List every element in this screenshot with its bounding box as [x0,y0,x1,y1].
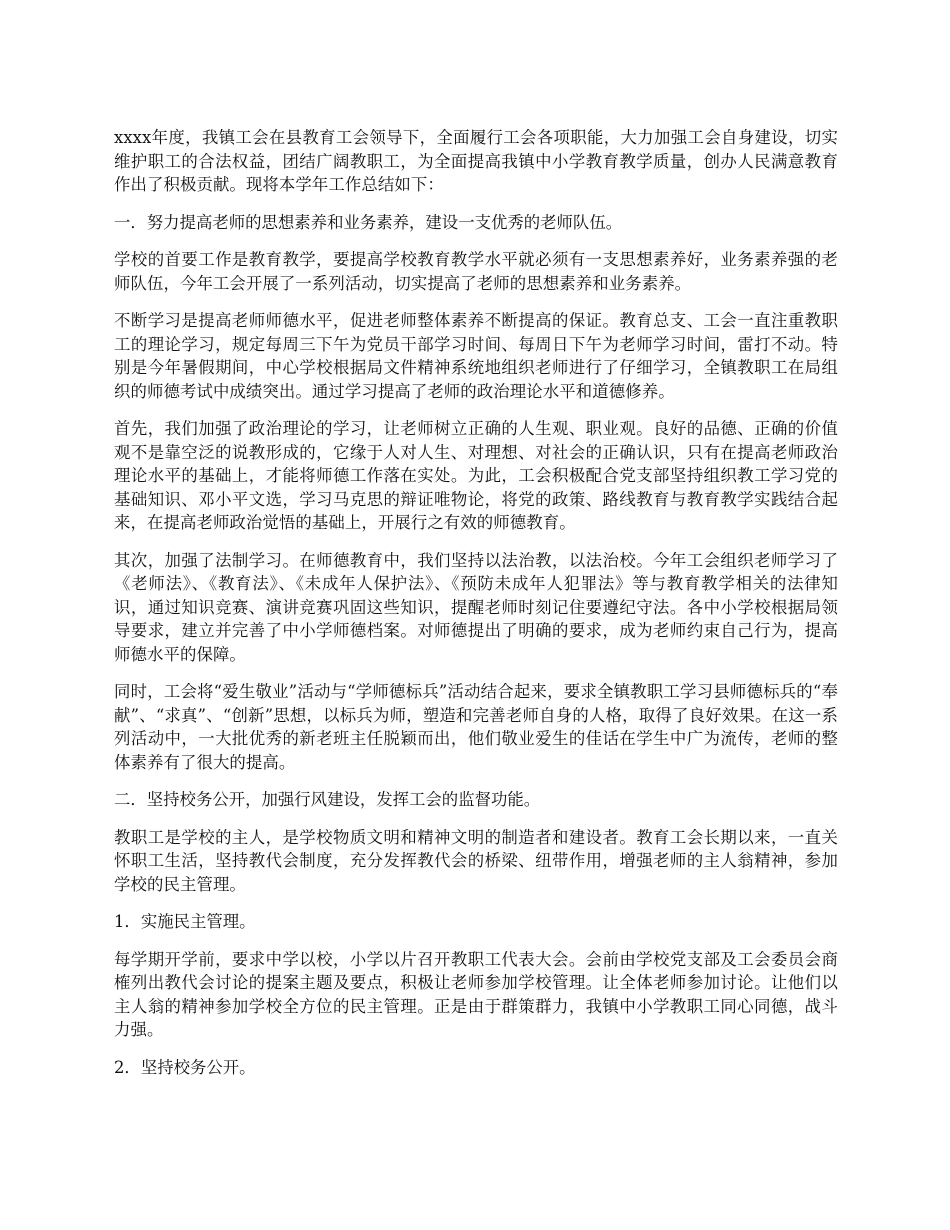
body-paragraph: 同时，工会将“爱生敬业”活动与“学师德标兵”活动结合起来，要求全镇教职工学习县师德标兵的“奉献”、“求真”、“创新”思想，以标兵为师，塑造和完善老师自身的人格，取得了良好效果。在这一系列活动中，一大批优秀的新老班主任脱颖而出，他们敬业爱生的佳话在学生中广为流传，老师的整体素养有了很大的提高。 [114,682,838,772]
body-paragraph: 学校的首要工作是教育教学，要提高学校教育教学水平就必须有一支思想素养好，业务素养强的老师队伍，今年工会开展了一系列活动，切实提高了老师的思想素养和业务素养。 [114,250,838,293]
subsection-heading-2: 2．坚持校务公开。 [114,1057,256,1077]
intro-paragraph: xxxx年度，我镇工会在县教育工会领导下，全面履行工会各项职能，大力加强工会自身建设，切实维护职工的合法权益，团结广阔教职工，为全面提高我镇中小学教育教学质量，创办人民满意教育作出了积极贡献。现将本学年工作总结如下： [114,128,838,194]
body-paragraph: 教职工是学校的主人，是学校物质文明和精神文明的制造者和建设者。教育工会长期以来，一直关怀职工生活，坚持教代会制度，充分发挥教代会的桥梁、纽带作用，增强老师的主人翁精神，参加学校的民主管理。 [114,827,838,894]
body-paragraph: 首先，我们加强了政治理论的学习，让老师树立正确的人生观、职业观。良好的品德、正确的价值观不是靠空泛的说教形成的，它缘于人对人生、对理想、对社会的正确认识，只有在提高老师政治理论水平的基础上，才能将师德工作落在实处。为此，工会积极配合党支部坚持组织教工学习党的基础知识、邓小平文选，学习马克思的辩证唯物论，将党的政策、路线教育与教育教学实践结合起来，在提高老师政治觉悟的基础上，开展行之有效的师德教育。 [114,419,838,532]
subsection-heading-1: 1．实施民主管理。 [114,912,256,931]
document-body [114,126,838,1093]
body-paragraph: 不断学习是提高老师师德水平，促进老师整体素养不断提高的保证。教育总支、工会一直注重教职工的理论学习，规定每周三下午为党员干部学习时间、每周日下午为老师学习时间，雷打不动。特别是今年暑假期间，中心学校根据局文件精神系统地组织老师进行了仔细学习，全镇教职工在局组织的师德考试中成绩突出。通过学习提高了老师的政治理论水平和道德修养。 [114,311,838,401]
body-paragraph: 其次，加强了法制学习。在师德教育中，我们坚持以法治教，以法治校。今年工会组织老师学习了《老师法》、《教育法》、《未成年人保护法》、《预防未成年人犯罪法》等与教育教学相关的法律知识，通过知识竞赛、演讲竞赛巩固这些知识，提醒老师时刻记住要遵纪守法。各中小学校根据局领导要求，建立并完善了中小学师德档案。对师德提出了明确的要求，成为老师约束自己行为，提高师德水平的保障。 [114,550,838,664]
section-heading-2: 二．坚持校务公开，加强行风建设，发挥工会的监督功能。 [114,790,541,809]
section-heading-1: 一．努力提高老师的思想素养和业务素养，建设一支优秀的老师队伍。 [114,212,623,232]
body-paragraph: 每学期开学前，要求中学以校，小学以片召开教职工代表大会。会前由学校党支部及工会委员会商榷列出教代会讨论的提案主题及要点，积极让老师参加学校管理。让全体老师参加讨论。让他们以主人翁的精神参加学校全方位的民主管理。正是由于群策群力，我镇中小学教职工同心同德，战斗力强。 [114,949,838,1039]
